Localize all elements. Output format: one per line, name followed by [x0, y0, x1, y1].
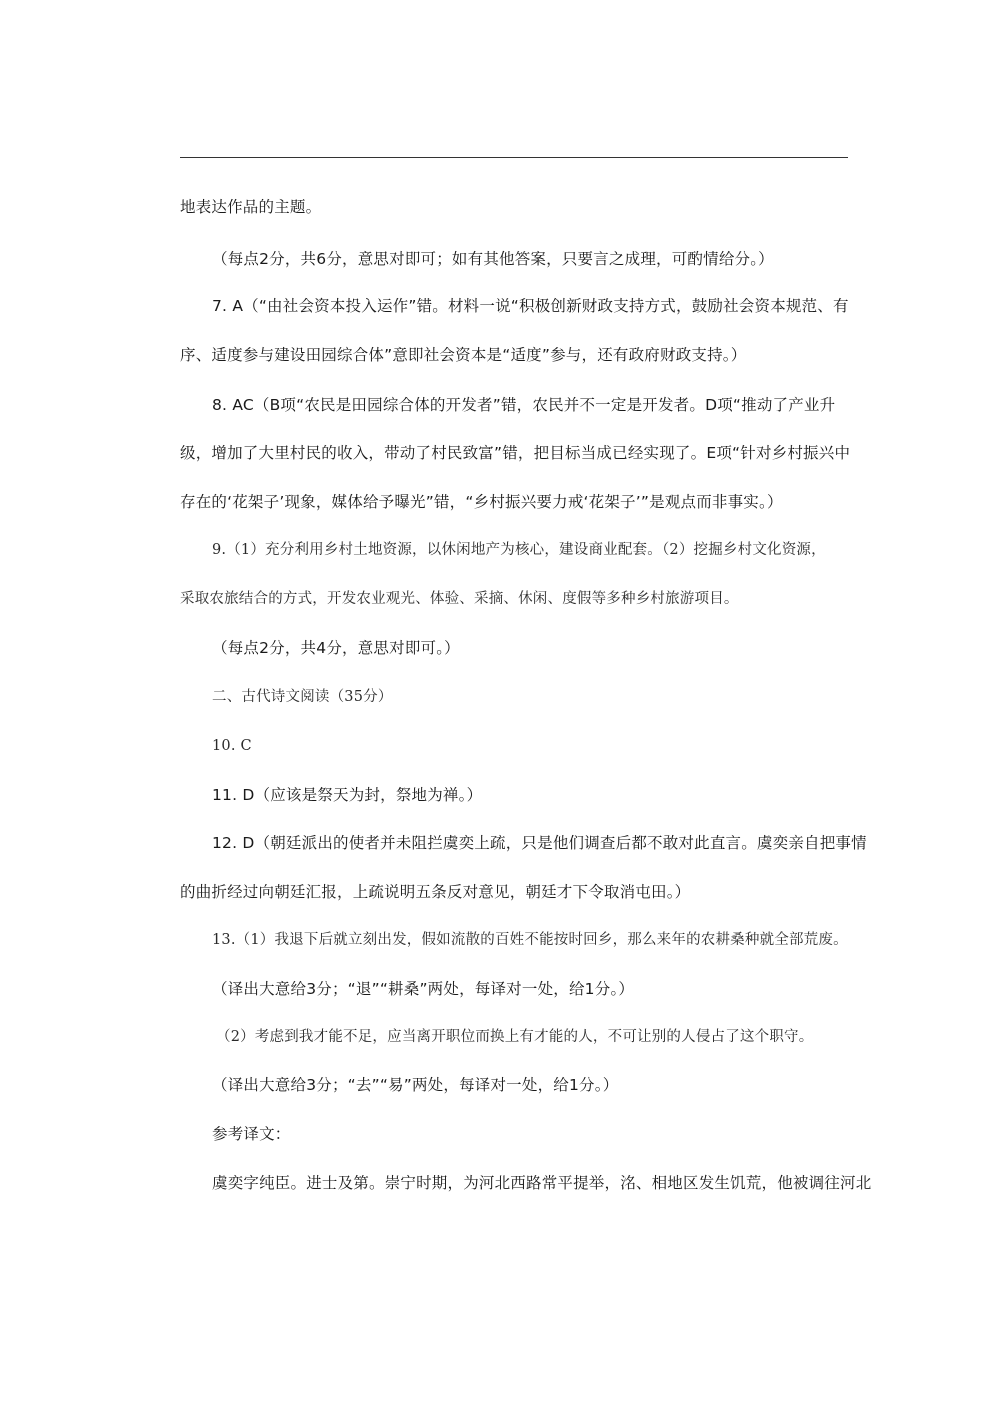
answer-9-cont: 采取农旅结合的方式，开发农业观光、体验、采摘、休闲、度假等多种乡村旅游项目。 — [180, 591, 739, 607]
section-heading: 二、古代诗文阅读（35分） — [212, 689, 393, 705]
answer-13-2: （2）考虑到我才能不足，应当离开职位而换上有才能的人，不可让别的人侵占了这个职守。 — [216, 1029, 814, 1045]
scoring-note: （每点2分，共6分，意思对即可；如有其他答案，只要言之成理，可酌情给分。） — [212, 250, 774, 268]
scoring-note-13-2: （译出大意给3分；“去”“易”两处，每译对一处，给1分。） — [212, 1076, 619, 1094]
answer-13-1: 13.（1）我退下后就立刻出发，假如流散的百姓不能按时回乡，那么来年的农耕桑种就全部荒废。 — [212, 932, 848, 948]
answer-9: 9.（1）充分利用乡村土地资源，以休闲地产为核心，建设商业配套。（2）挖掘乡村文化资源， — [212, 542, 826, 558]
answer-12: 12. D（朝廷派出的使者并未阻拦虞奕上疏，只是他们调查后都不敢对此直言。虞奕亲自把事情 — [212, 834, 867, 852]
reference-translation-heading: 参考译文： — [212, 1125, 291, 1143]
header-rule — [180, 157, 848, 158]
answer-11: 11. D（应该是祭天为封，祭地为禅。） — [212, 786, 483, 804]
answer-8-cont-2: 存在的‘花架子’现象，媒体给予曝光”错，“乡村振兴要力戒‘花架子’”是观点而非事实。） — [180, 493, 783, 511]
answer-7: 7. A（“由社会资本投入运作”错。材料一说“积极创新财政支持方式，鼓励社会资本规范、有 — [212, 297, 849, 315]
reference-translation-text: 虞奕字纯臣。进士及第。崇宁时期，为河北西路常平提举，洺、相地区发生饥荒，他被调往河北 — [212, 1174, 872, 1192]
answer-8: 8. AC（B项“农民是田园综合体的开发者”错，农民并不一定是开发者。D项“推动了产业升 — [212, 396, 836, 414]
answer-7-cont: 序、适度参与建设田园综合体”意即社会资本是“适度”参与，还有政府财政支持。） — [180, 346, 747, 364]
answer-10: 10. C — [212, 738, 252, 754]
scoring-note-13-1: （译出大意给3分；“退”“耕桑”两处，每译对一处，给1分。） — [212, 980, 635, 998]
scoring-note-9: （每点2分，共4分，意思对即可。） — [212, 639, 460, 657]
text-line-continuation: 地表达作品的主题。 — [180, 198, 322, 216]
answer-8-cont-1: 级，增加了大里村民的收入，带动了村民致富”错，把目标当成已经实现了。E项“针对乡村振兴中 — [180, 444, 851, 462]
answer-12-cont: 的曲折经过向朝廷汇报，上疏说明五条反对意见，朝廷才下令取消屯田。） — [180, 883, 691, 901]
